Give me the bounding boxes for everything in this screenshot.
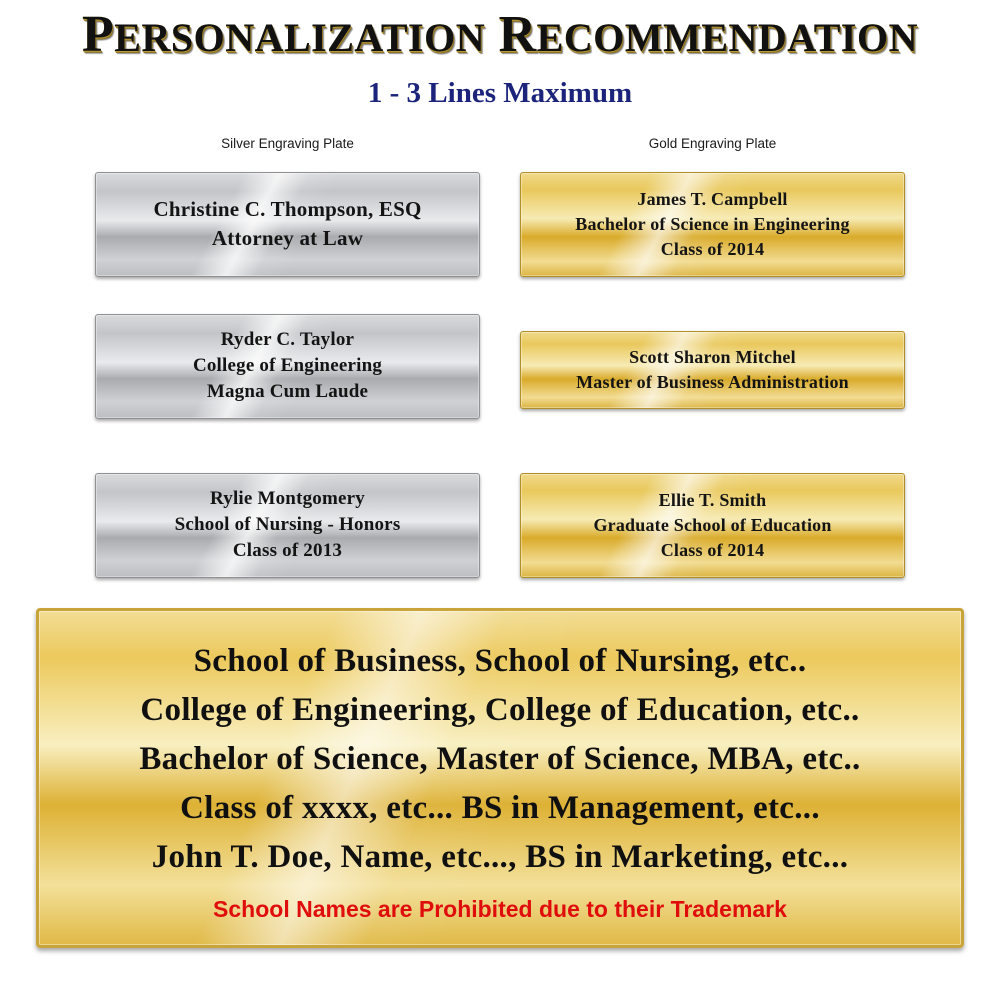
gold-plate-2 bbox=[520, 331, 905, 409]
plate-line: Class of 2014 bbox=[660, 238, 765, 259]
silver-plate-1 bbox=[95, 172, 480, 277]
plate-line: Scott Sharon Mitchel bbox=[629, 346, 796, 367]
plate-grid bbox=[0, 166, 1000, 586]
plate-line: Magna Cum Laude bbox=[206, 381, 369, 403]
plate-line: Attorney at Law bbox=[211, 226, 364, 251]
trademark-warning: School Names are Prohibited due to their Trademark bbox=[213, 895, 787, 922]
plate-line: School of Nursing - Honors bbox=[174, 513, 401, 535]
silver-plate-2 bbox=[95, 314, 480, 419]
silver-plate-3 bbox=[95, 473, 480, 578]
plate-line: Rylie Montgomery bbox=[209, 487, 365, 509]
plate-line: Christine C. Thompson, ESQ bbox=[153, 197, 422, 222]
example-line: Class of xxxx, etc... BS in Management, etc... bbox=[180, 789, 820, 826]
plate-line: James T. Campbell bbox=[637, 188, 788, 209]
column-header-silver: Silver Engraving Plate bbox=[221, 135, 354, 151]
column-headers bbox=[0, 136, 1000, 162]
plate-line: Class of 2014 bbox=[660, 539, 765, 560]
plate-line: Ellie T. Smith bbox=[658, 489, 767, 510]
gold-plate-3 bbox=[520, 473, 905, 578]
page-subtitle: 1 - 3 Lines Maximum bbox=[367, 76, 633, 109]
examples-panel bbox=[36, 608, 964, 948]
plate-line: Ryder C. Taylor bbox=[220, 328, 355, 350]
example-line: Bachelor of Science, Master of Science, MBA, etc.. bbox=[139, 741, 861, 778]
example-line: School of Business, School of Nursing, etc.. bbox=[193, 643, 807, 680]
gold-plate-1 bbox=[520, 172, 905, 277]
plate-line: Graduate School of Education bbox=[593, 514, 832, 535]
header bbox=[0, 0, 1000, 110]
plate-line: College of Engineering bbox=[192, 354, 383, 376]
page-title: PERSONALIZATION RECOMMENDATION bbox=[82, 6, 918, 63]
plate-line: Master of Business Administration bbox=[576, 371, 849, 392]
example-line: John T. Doe, Name, etc..., BS in Marketing, etc... bbox=[151, 838, 849, 875]
example-line: College of Engineering, College of Education, etc.. bbox=[140, 692, 860, 729]
column-header-gold: Gold Engraving Plate bbox=[648, 135, 777, 151]
plate-line: Class of 2013 bbox=[232, 540, 343, 562]
plate-line: Bachelor of Science in Engineering bbox=[575, 213, 850, 234]
